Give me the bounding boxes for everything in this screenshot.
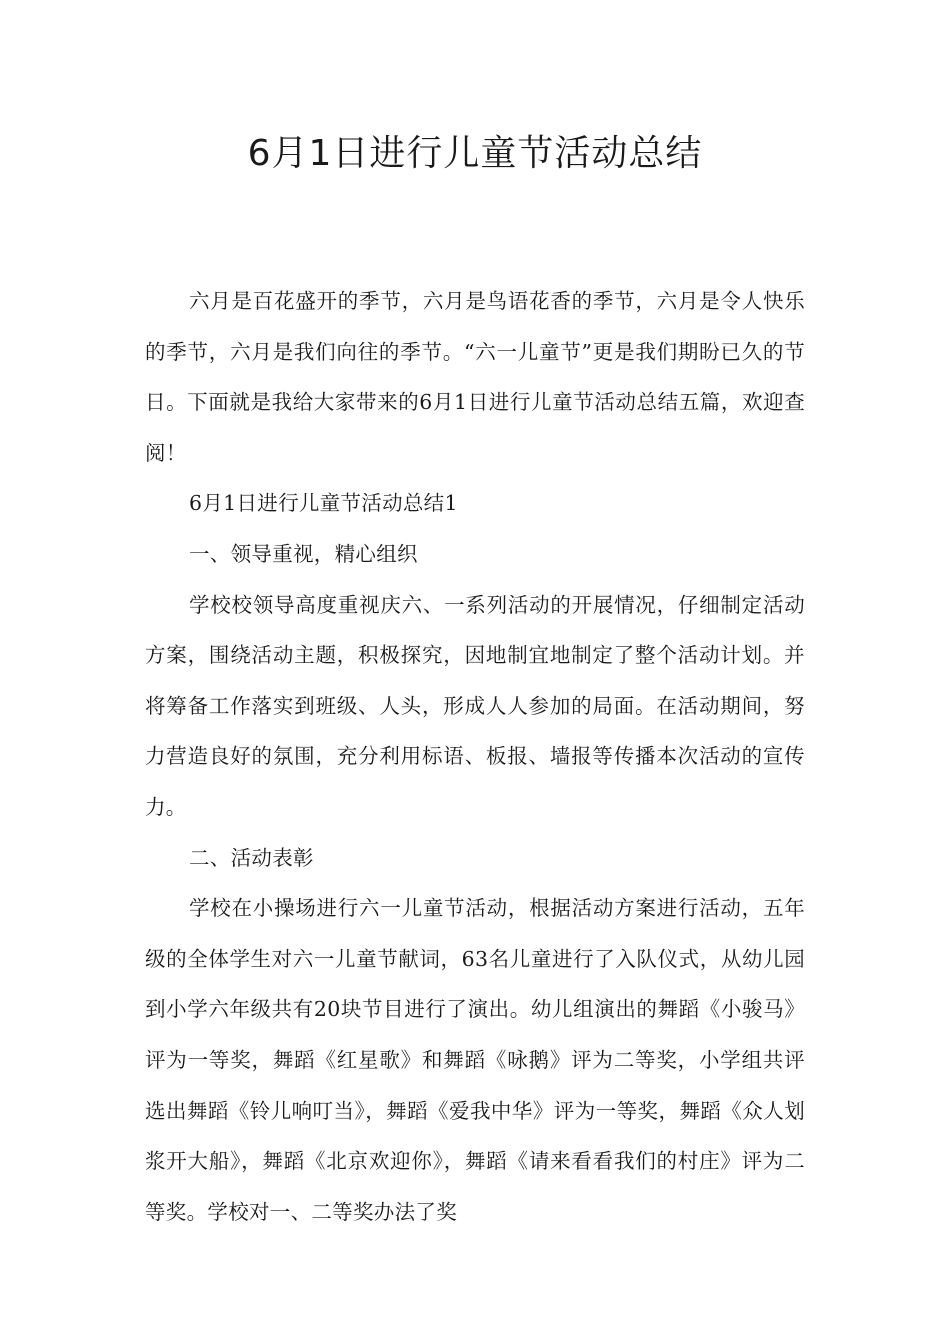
document-body: [145, 276, 805, 1237]
subheading-leadership: 一、领导重视，精心组织: [189, 541, 418, 566]
intro-paragraph: 六月是百花盛开的季节，六月是鸟语花香的季节，六月是令人快乐的季节，六月是我们向往的季节。“六一儿童节”更是我们期盼已久的节日。下面就是我给大家带来的6月1日进行儿童节活动总结五篇，欢迎查阅！: [145, 289, 805, 465]
body-paragraph: 学校在小操场进行六一儿童节活动，根据活动方案进行活动，五年级的全体学生对六一儿童节献词，63名儿童进行了入队仪式，从幼儿园到小学六年级共有20块节目进行了演出。幼儿组演出的舞蹈《小骏马》评为一等奖，舞蹈《红星歌》和舞蹈《咏鹅》评为二等奖，小学组共评选出舞蹈《铃儿响叮当》，舞蹈《爱我中华》评为一等奖，舞蹈《众人划浆开大船》，舞蹈《北京欢迎你》，舞蹈《请来看看我们的村庄》评为二等奖。学校对一、二等奖办法了奖: [145, 896, 805, 1224]
body-paragraph: 学校校领导高度重视庆六、一系列活动的开展情况，仔细制定活动方案，围绕活动主题，积极探究，因地制宜地制定了整个活动计划。并将筹备工作落实到班级、人头，形成人人参加的局面。在活动期间，努力营造良好的氛围，充分利用标语、板报、墙报等传播本次活动的宣传力。: [145, 592, 805, 819]
document-title: 6月1日进行儿童节活动总结: [247, 133, 703, 174]
subheading-awards: 二、活动表彰: [189, 845, 314, 870]
section-heading: 6月1日进行儿童节活动总结1: [189, 491, 458, 516]
